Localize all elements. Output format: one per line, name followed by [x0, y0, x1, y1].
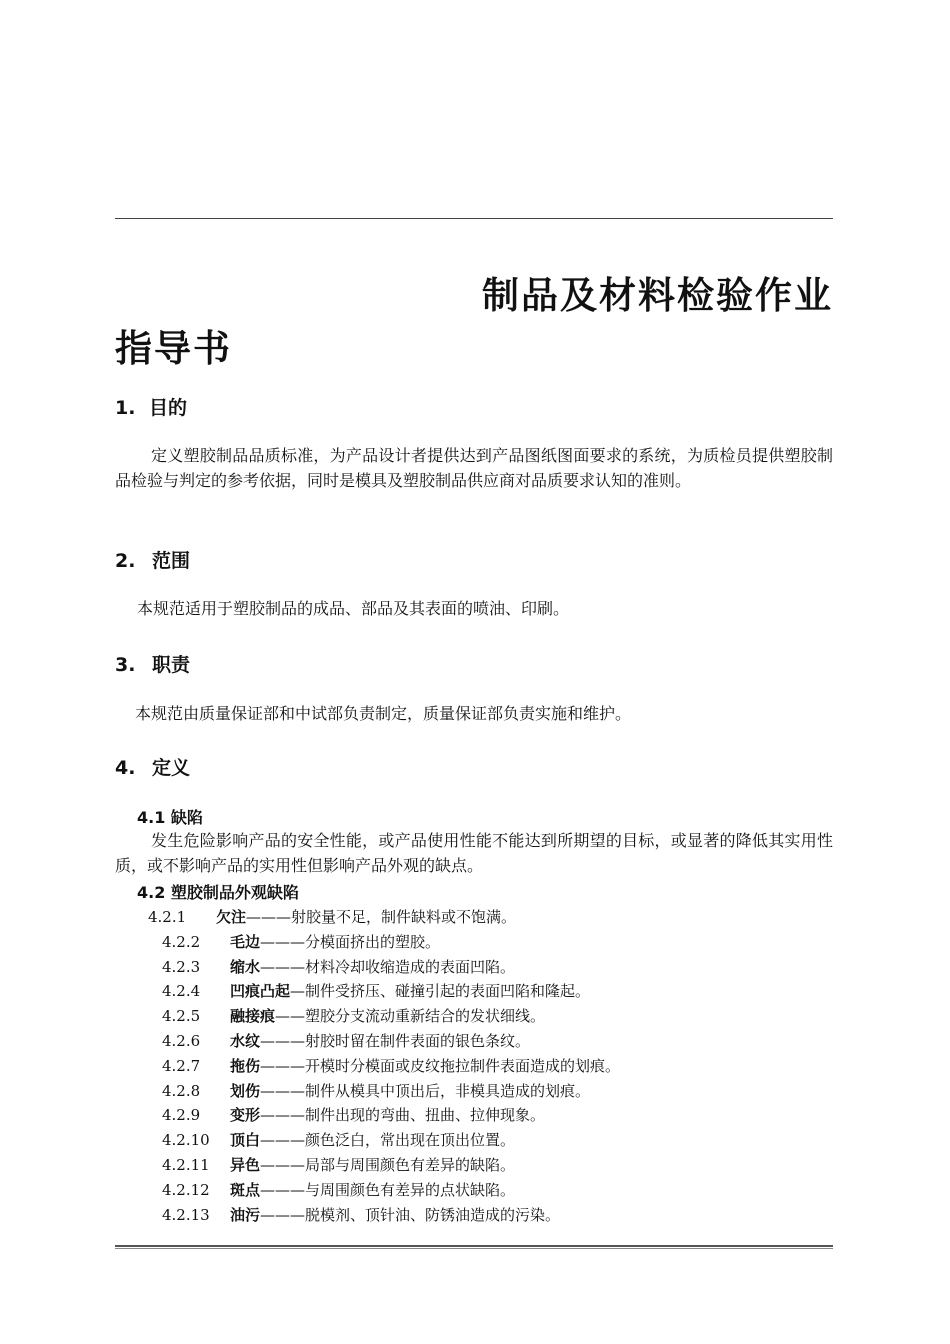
section-heading-scope: [115, 546, 190, 573]
list-item: 4.2.8 划伤———制件从模具中顶出后，非模具造成的划痕。: [162, 1081, 591, 1100]
section-body-responsibility: 本规范由质量保证部和中试部负责制定，质量保证部负责实施和维护。: [135, 704, 632, 723]
defect-definition-list: [148, 905, 620, 1227]
footer-rule: [115, 1245, 833, 1249]
list-item: 4.2.13 油污———脱模剂、顶针油、防锈油造成的污染。: [162, 1205, 561, 1224]
list-item: 4.2.11 异色———局部与周围颜色有差异的缺陷。: [162, 1155, 516, 1174]
list-item: 4.2.7 拖伤———开模时分模面或皮纹拖拉制件表面造成的划痕。: [162, 1056, 621, 1075]
section-heading-purpose: [115, 393, 187, 420]
section-title: 职责: [152, 654, 191, 676]
list-item: 4.2.9 变形———制件出现的弯曲、扭曲、拉伸现象。: [162, 1106, 546, 1125]
header-rule: [115, 218, 833, 219]
document-title-line2: 指导书: [115, 327, 232, 370]
list-item: 4.2.1 欠注———射胶量不足，制件缺料或不饱满。: [148, 908, 517, 926]
list-item: 4.2.12 斑点———与周围颜色有差异的点状缺陷。: [162, 1180, 516, 1199]
section-heading-responsibility: [115, 650, 190, 677]
section-title: 定义: [152, 757, 191, 779]
list-item: 4.2.4 凹痕凸起—制件受挤压、碰撞引起的表面凹陷和隆起。: [162, 982, 591, 1001]
subsection-heading-defect: 4.1 缺陷: [137, 808, 203, 827]
list-item: 4.2.5 融接痕——塑胶分支流动重新结合的发状细线。: [162, 1007, 546, 1026]
section-number: 1.: [115, 397, 136, 419]
section-body-scope: 本规范适用于塑胶制品的成品、部品及其表面的喷油、印刷。: [137, 599, 570, 618]
list-item: 4.2.10 顶白———颜色泛白，常出现在顶出位置。: [162, 1131, 516, 1150]
subsection-heading-appearance-defects: 4.2 塑胶制品外观缺陷: [137, 883, 299, 902]
section-title: 目的: [149, 397, 188, 419]
section-number: 4.: [115, 757, 136, 779]
list-item: 4.2.2 毛边———分模面挤出的塑胶。: [162, 932, 441, 951]
section-body-purpose: 定义塑胶制品品质标准，为产品设计者提供达到产品图纸图面要求的系统，为质检员提供塑胶制品检验与判定的参考依据，同时是模具及塑胶制品供应商对品质要求认知的准则。: [115, 446, 833, 490]
section-heading-definitions: [115, 753, 190, 780]
document-title-line1: 制品及材料检验作业: [482, 274, 833, 317]
list-item: 4.2.3 缩水———材料冷却收缩造成的表面凹陷。: [162, 957, 516, 976]
section-number: 3.: [115, 654, 136, 676]
list-item: 4.2.6 水纹———射胶时留在制件表面的银色条纹。: [162, 1031, 531, 1050]
section-title: 范围: [152, 550, 191, 572]
subsection-body-defect: 发生危险影响产品的安全性能，或产品使用性能不能达到所期望的目标，或显著的降低其实用性质，或不影响产品的实用性但影响产品外观的缺点。: [115, 831, 833, 875]
section-number: 2.: [115, 550, 136, 572]
